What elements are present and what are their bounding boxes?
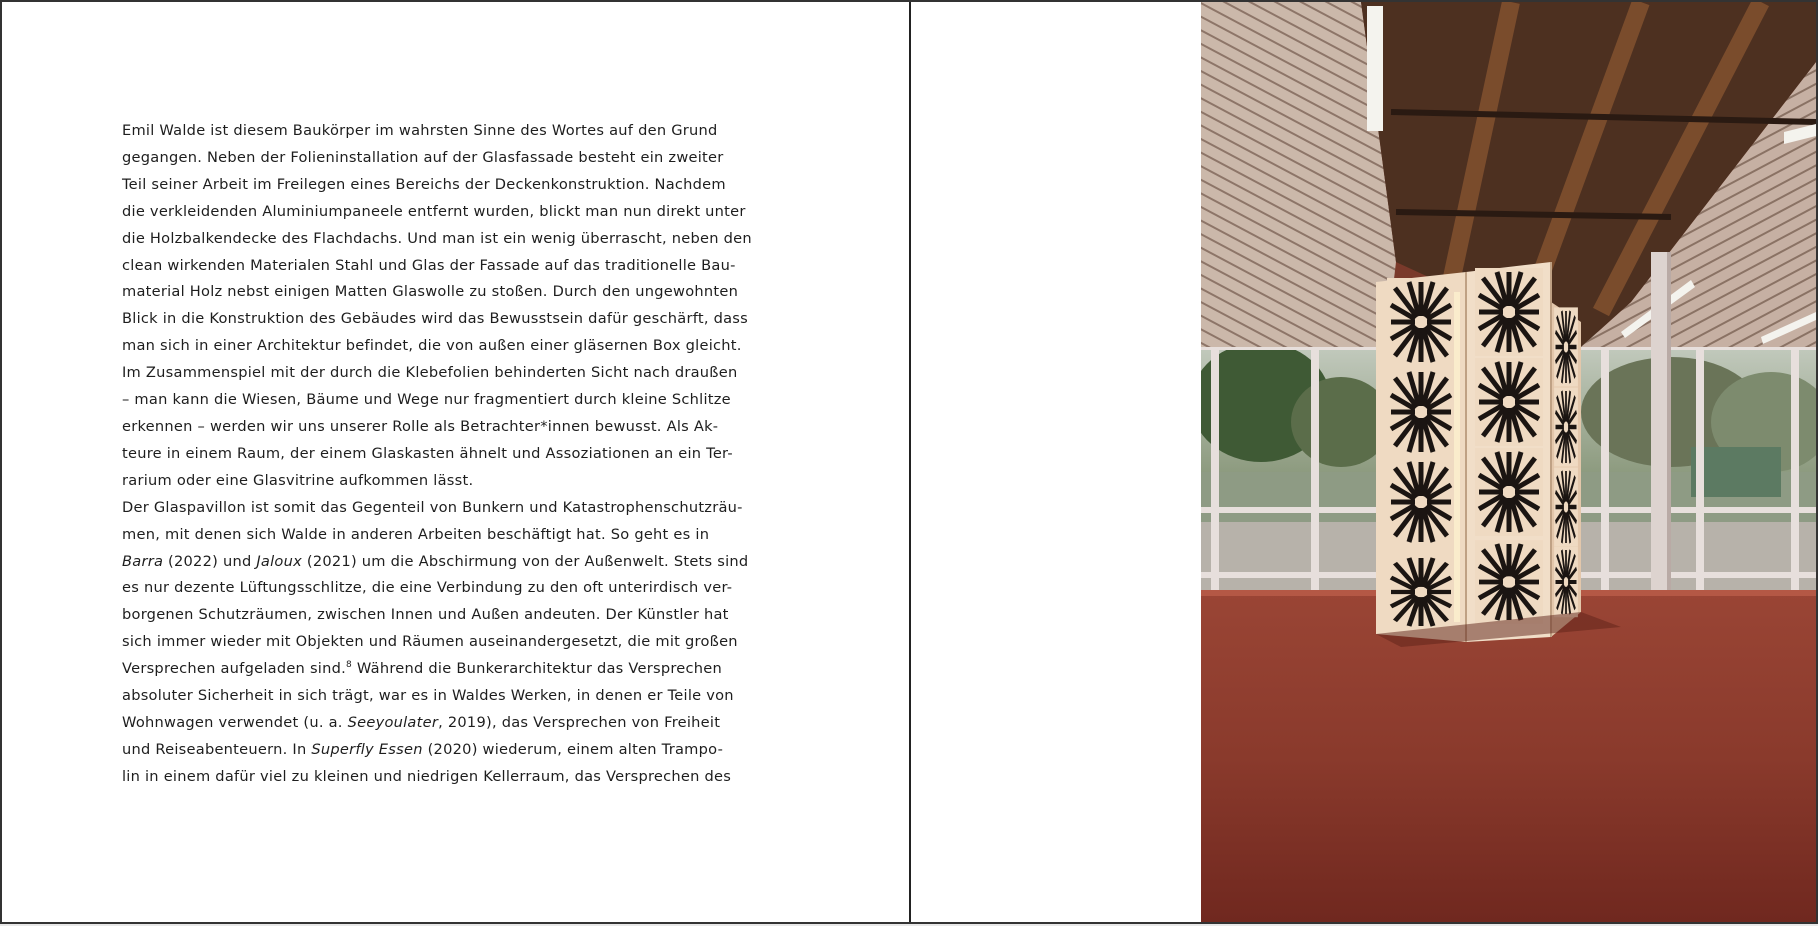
body-text — [122, 118, 802, 791]
text-line: absoluter Sicherheit in sich trägt, war es in Waldes Werken, in denen er Teile von — [122, 687, 734, 705]
work-title: Superfly Essen — [311, 740, 423, 758]
text-line — [122, 710, 802, 737]
text-run: , 2019), das Versprechen von Freiheit — [438, 713, 721, 731]
text-line — [122, 737, 802, 764]
text-line: material Holz nebst einigen Matten Glaswolle zu stoßen. Durch den ungewohnten — [122, 283, 739, 301]
text-line: Blick in die Konstruktion des Gebäudes wird das Bewusstsein dafür geschärft, dass — [122, 310, 749, 328]
text-run: (2022) und — [163, 552, 257, 570]
text-line: – man kann die Wiesen, Bäume und Wege nur fragmentiert durch kleine Schlitze — [122, 391, 731, 409]
footnote-marker: 8 — [346, 660, 352, 671]
exhibition-photo — [1201, 2, 1816, 922]
text-run: (2021) um die Abschirmung von der Außenwelt. Stets sind — [302, 552, 749, 570]
right-page — [911, 2, 1816, 922]
left-page — [2, 2, 909, 922]
text-line: borgenen Schutzräumen, zwischen Innen und Außen andeuten. Der Künstler hat — [122, 606, 729, 624]
text-line: Der Glaspavillon ist somit das Gegenteil von Bunkern und Katastrophenschutzräu- — [122, 498, 743, 516]
text-run: (2020) wiederum, einem alten Trampo- — [422, 740, 724, 758]
text-line: die Holzbalkendecke des Flachdachs. Und man ist ein wenig überrascht, neben den — [122, 229, 752, 247]
text-line — [122, 549, 802, 576]
text-line: die verkleidenden Aluminiumpaneele entfernt wurden, blickt man nun direkt unter — [122, 202, 746, 220]
text-run: Wohnwagen verwendet (u. a. — [122, 713, 348, 731]
text-line: es nur dezente Lüftungsschlitze, die eine Verbindung zu den oft unterirdisch ver- — [122, 579, 733, 597]
text-line: sich immer wieder mit Objekten und Räumen auseinandergesetzt, die mit großen — [122, 633, 738, 651]
exhibition-photo-svg — [1201, 2, 1816, 922]
text-line: gegangen. Neben der Folieninstallation auf der Glasfassade besteht ein zweiter — [122, 148, 724, 166]
text-line: rarium oder eine Glasvitrine aufkommen lässt. — [122, 471, 474, 489]
text-line: Teil seiner Arbeit im Freilegen eines Bereichs der Deckenkonstruktion. Nachdem — [122, 175, 726, 193]
text-line: men, mit denen sich Walde in anderen Arbeiten beschäftigt hat. So geht es in — [122, 525, 710, 543]
text-line: teure in einem Raum, der einem Glaskasten ähnelt und Assoziationen an ein Ter- — [122, 444, 733, 462]
text-line: clean wirkenden Materialen Stahl und Glas der Fassade auf das traditionelle Bau- — [122, 256, 736, 274]
text-line: erkennen – werden wir uns unserer Rolle als Betrachter*innen bewusst. Als Ak- — [122, 417, 719, 435]
text-line: Im Zusammenspiel mit der durch die Klebefolien behinderten Sicht nach draußen — [122, 364, 738, 382]
work-title: Seeyoulater — [347, 713, 439, 731]
text-line: Emil Walde ist diesem Baukörper im wahrsten Sinne des Wortes auf den Grund — [122, 122, 718, 139]
text-line — [122, 656, 802, 683]
text-run: Versprechen aufgeladen sind. — [122, 660, 347, 678]
text-run: Während die Bunkerarchitektur das Versprechen — [352, 660, 723, 678]
text-run: und Reiseabenteuern. In — [122, 740, 312, 758]
folding-screen — [1376, 262, 1581, 642]
work-title: Barra — [122, 552, 164, 570]
text-line: man sich in einer Architektur befindet, die von außen einer gläsernen Box gleicht. — [122, 337, 742, 355]
work-title: Jaloux — [256, 552, 302, 570]
text-line: lin in einem dafür viel zu kleinen und niedrigen Kellerraum, das Versprechen des — [122, 767, 732, 785]
